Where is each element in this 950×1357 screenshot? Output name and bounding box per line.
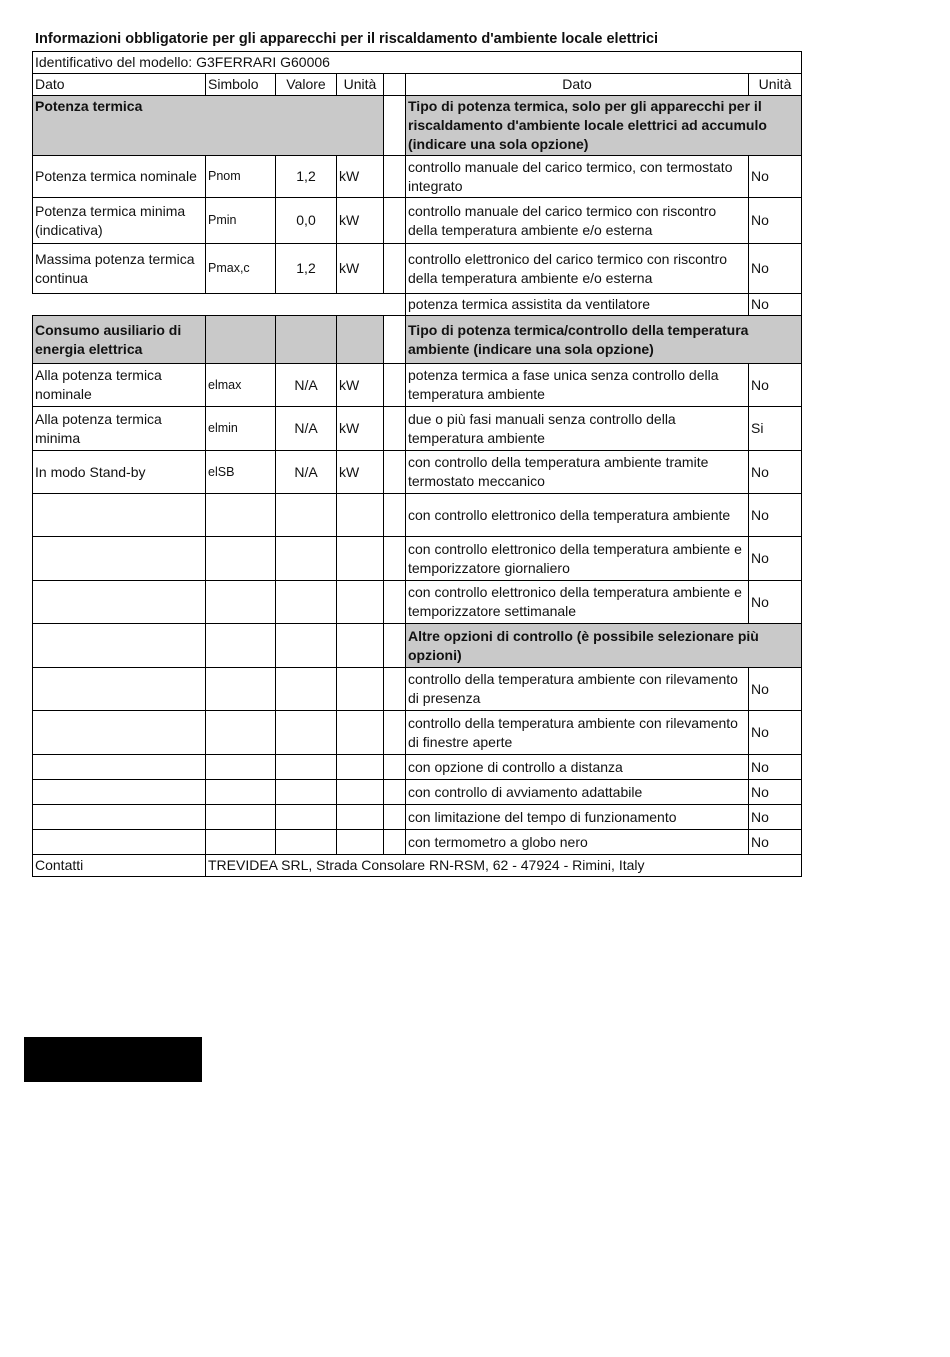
empty-cell — [276, 711, 337, 755]
spec-table — [32, 51, 802, 877]
header-dato: Dato — [33, 74, 206, 96]
row-value: N/A — [276, 451, 337, 494]
gray-cell — [276, 316, 337, 364]
row-unit: kW — [337, 407, 384, 451]
table-row — [33, 830, 802, 855]
empty-cell — [33, 537, 206, 581]
option-label: con opzione di controllo a distanza — [406, 755, 749, 780]
empty-cell — [206, 624, 276, 668]
empty-cell — [33, 668, 206, 711]
spacer-cell — [384, 74, 406, 96]
empty-cell — [206, 494, 276, 537]
empty-cell — [206, 537, 276, 581]
row-symbol: Pmax,c — [206, 244, 276, 294]
table-row — [33, 294, 802, 316]
empty-cell — [337, 780, 384, 805]
section-tipo-accumulo: Tipo di potenza termica, solo per gli apparecchi per il riscaldamento d'ambiente locale elettrici ad accumulo (indicare una sola opzione) — [406, 96, 802, 156]
contacts-row — [33, 855, 802, 877]
section-consumo: Consumo ausiliario di energia elettrica — [33, 316, 206, 364]
empty-cell — [33, 805, 206, 830]
empty-cell — [206, 805, 276, 830]
option-label: controllo della temperatura ambiente con rilevamento di presenza — [406, 668, 749, 711]
option-label: controllo manuale del carico termico, con termostato integrato — [406, 156, 749, 198]
row-label: In modo Stand-by — [33, 451, 206, 494]
empty-cell — [276, 624, 337, 668]
option-label: potenza termica assistita da ventilatore — [406, 294, 749, 316]
empty-cell — [337, 668, 384, 711]
empty-cell — [337, 711, 384, 755]
empty-cell — [33, 624, 206, 668]
redaction-box — [24, 1037, 202, 1082]
empty-cell — [337, 581, 384, 624]
option-value: No — [749, 244, 802, 294]
empty-cell — [206, 581, 276, 624]
table-row — [33, 537, 802, 581]
empty-cell — [33, 755, 206, 780]
option-label: con controllo elettronico della temperatura ambiente — [406, 494, 749, 537]
empty-cell — [206, 711, 276, 755]
row-symbol: Pmin — [206, 198, 276, 244]
option-value: No — [749, 581, 802, 624]
option-label: con limitazione del tempo di funzionamento — [406, 805, 749, 830]
spacer-cell — [384, 316, 406, 364]
option-value: No — [749, 711, 802, 755]
empty-cell — [276, 755, 337, 780]
row-value: 1,2 — [276, 244, 337, 294]
header-row — [33, 74, 802, 96]
header-unita: Unità — [337, 74, 384, 96]
header-valore: Valore — [276, 74, 337, 96]
row-value: N/A — [276, 407, 337, 451]
option-label: con controllo della temperatura ambiente tramite termostato meccanico — [406, 451, 749, 494]
empty-cell — [33, 581, 206, 624]
option-value: Si — [749, 407, 802, 451]
row-value: 0,0 — [276, 198, 337, 244]
row-unit: kW — [337, 244, 384, 294]
empty-cell — [276, 830, 337, 855]
gray-cell — [337, 316, 384, 364]
spacer-cell — [384, 198, 406, 244]
row-unit: kW — [337, 156, 384, 198]
option-value: No — [749, 294, 802, 316]
gray-cell — [206, 316, 276, 364]
header-unita-right: Unità — [749, 74, 802, 96]
empty-cell — [33, 780, 206, 805]
contacts-label: Contatti — [33, 855, 206, 877]
row-value: N/A — [276, 364, 337, 407]
section-row — [33, 624, 802, 668]
row-symbol: Pnom — [206, 156, 276, 198]
row-symbol: elSB — [206, 451, 276, 494]
option-value: No — [749, 830, 802, 855]
option-value: No — [749, 668, 802, 711]
spacer-cell — [384, 624, 406, 668]
row-symbol: elmax — [206, 364, 276, 407]
table-row — [33, 451, 802, 494]
spacer-cell — [384, 581, 406, 624]
row-label: Massima potenza termica continua — [33, 244, 206, 294]
option-value: No — [749, 805, 802, 830]
spacer-cell — [384, 407, 406, 451]
row-symbol: elmin — [206, 407, 276, 451]
option-label: due o più fasi manuali senza controllo della temperatura ambiente — [406, 407, 749, 451]
section-row — [33, 96, 802, 156]
empty-cell — [337, 624, 384, 668]
row-label: Alla potenza termica minima — [33, 407, 206, 451]
row-label: Potenza termica minima (indicativa) — [33, 198, 206, 244]
option-label: con termometro a globo nero — [406, 830, 749, 855]
contacts-value: TREVIDEA SRL, Strada Consolare RN-RSM, 62 - 47924 - Rimini, Italy — [206, 855, 802, 877]
option-value: No — [749, 156, 802, 198]
empty-cell — [276, 805, 337, 830]
model-identifier: Identificativo del modello: G3FERRARI G60006 — [33, 52, 802, 74]
row-unit: kW — [337, 198, 384, 244]
empty-cell — [337, 755, 384, 780]
table-row — [33, 156, 802, 198]
option-label: potenza termica a fase unica senza controllo della temperatura ambiente — [406, 364, 749, 407]
spacer-cell — [384, 805, 406, 830]
empty-cell — [276, 668, 337, 711]
spacer-cell — [384, 494, 406, 537]
table-row — [33, 581, 802, 624]
empty-cell — [276, 780, 337, 805]
option-value: No — [749, 755, 802, 780]
option-label: controllo elettronico del carico termico con riscontro della temperatura ambiente e/o esterna — [406, 244, 749, 294]
option-label: con controllo di avviamento adattabile — [406, 780, 749, 805]
table-row — [33, 805, 802, 830]
spacer-cell — [384, 364, 406, 407]
page-title: Informazioni obbligatorie per gli apparecchi per il riscaldamento d'ambiente locale elettrici — [35, 31, 659, 47]
table-row — [33, 780, 802, 805]
table-row — [33, 198, 802, 244]
option-value: No — [749, 537, 802, 581]
spacer-cell — [384, 668, 406, 711]
spacer-cell — [384, 537, 406, 581]
header-dato-right: Dato — [406, 74, 749, 96]
empty-cell — [206, 755, 276, 780]
spacer-cell — [384, 780, 406, 805]
empty-cell — [206, 780, 276, 805]
option-label: con controllo elettronico della temperatura ambiente e temporizzatore giornaliero — [406, 537, 749, 581]
spacer-cell — [384, 451, 406, 494]
table-row — [33, 244, 802, 294]
option-label: controllo della temperatura ambiente con rilevamento di finestre aperte — [406, 711, 749, 755]
spacer-cell — [384, 244, 406, 294]
row-unit: kW — [337, 451, 384, 494]
section-tipo-controllo: Tipo di potenza termica/controllo della temperatura ambiente (indicare una sola opzione) — [406, 316, 802, 364]
section-row — [33, 316, 802, 364]
section-potenza-termica: Potenza termica — [33, 96, 384, 156]
empty-cell — [33, 494, 206, 537]
table-row — [33, 668, 802, 711]
row-label: Alla potenza termica nominale — [33, 364, 206, 407]
row-label: Potenza termica nominale — [33, 156, 206, 198]
empty-cell — [337, 537, 384, 581]
empty-cell — [276, 494, 337, 537]
spacer-cell — [384, 830, 406, 855]
option-value: No — [749, 451, 802, 494]
row-unit: kW — [337, 364, 384, 407]
table-row — [33, 407, 802, 451]
option-label: con controllo elettronico della temperatura ambiente e temporizzatore settimanale — [406, 581, 749, 624]
table-row — [33, 755, 802, 780]
option-value: No — [749, 780, 802, 805]
spacer-cell — [384, 755, 406, 780]
row-value: 1,2 — [276, 156, 337, 198]
empty-cell — [206, 668, 276, 711]
blank-cell — [33, 294, 406, 316]
table-row — [33, 364, 802, 407]
empty-cell — [337, 830, 384, 855]
header-simbolo: Simbolo — [206, 74, 276, 96]
empty-cell — [337, 805, 384, 830]
spacer-cell — [384, 156, 406, 198]
empty-cell — [276, 537, 337, 581]
empty-cell — [33, 830, 206, 855]
empty-cell — [206, 830, 276, 855]
spacer-cell — [384, 96, 406, 156]
spacer-cell — [384, 711, 406, 755]
option-value: No — [749, 364, 802, 407]
section-altre-opzioni: Altre opzioni di controllo (è possibile selezionare più opzioni) — [406, 624, 802, 668]
option-value: No — [749, 198, 802, 244]
option-label: controllo manuale del carico termico con riscontro della temperatura ambiente e/o esterna — [406, 198, 749, 244]
option-value: No — [749, 494, 802, 537]
table-row — [33, 711, 802, 755]
empty-cell — [276, 581, 337, 624]
empty-cell — [337, 494, 384, 537]
empty-cell — [33, 711, 206, 755]
model-row — [33, 52, 802, 74]
table-row — [33, 494, 802, 537]
